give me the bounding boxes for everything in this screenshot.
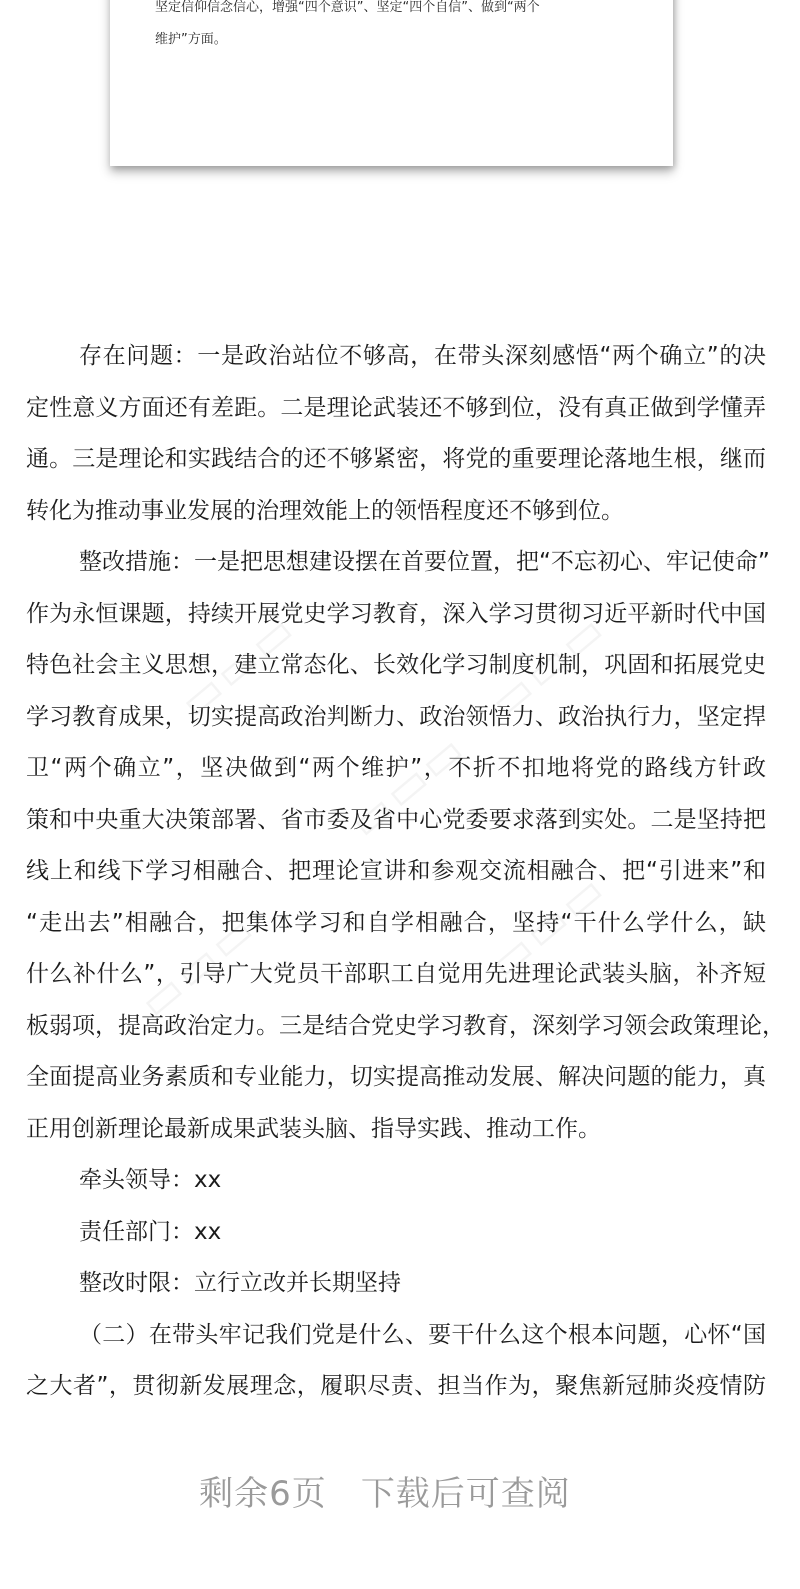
paragraph-line: 线上和线下学习相融合、把理论宣讲和参观交流相融合、把“引进来”和 [26, 858, 766, 884]
paragraph-line: 卫“两个确立”，坚决做到“两个维护”，不折不扣地将党的路线方针政 [26, 755, 766, 781]
paragraph-line: 板弱项，提高政治定力。三是结合党史学习教育，深刻学习领会政策理论， [26, 1012, 785, 1039]
paragraph-line: 作为永恒课题，持续开展党史学习教育，深入学习贯彻习近平新时代中国 [26, 600, 766, 627]
preview-text [155, 0, 635, 56]
document-page-preview [110, 0, 673, 166]
watermark: ▭▭▭ [479, 862, 618, 989]
section-heading-line: （二）在带头牢记我们党是什么、要干什么这个根本问题，心怀“国 [79, 1321, 766, 1348]
paragraph-line: 什么补什么”，引导广大党员干部职工自觉用先进理论武装头脑，补齐短 [26, 961, 766, 987]
paragraph-line: 学习教育成果，切实提高政治判断力、政治领悟力、政治执行力，坚定捍 [26, 703, 766, 730]
watermark: ▭▭▭ [479, 602, 618, 729]
download-to-view-text[interactable]: 下载后可查阅 [360, 1474, 571, 1514]
document-body [26, 331, 785, 1413]
paragraph-line: 转化为推动事业发展的治理效能上的领悟程度还不够到位。 [26, 497, 624, 524]
download-prompt[interactable] [0, 1466, 770, 1515]
preview-line: 维护”方面。 [155, 32, 227, 47]
paragraph-line: “走出去”相融合，把集体学习和自学相融合，坚持“干什么学什么，缺 [26, 909, 766, 936]
paragraph-line: 通。三是理论和实践结合的还不够紧密，将党的重要理论落地生根，继而 [26, 446, 766, 472]
watermark: ▭▭▭ [129, 902, 268, 1029]
paragraph-line: 存在问题：一是政治站位不够高，在带头深刻感悟“两个确立”的决 [79, 343, 766, 369]
paragraph-line: 策和中央重大决策部署、省市委及省中心党委要求落到实处。二是坚持把 [26, 806, 766, 833]
paragraph-line: 整改措施：一是把思想建设摆在首要位置，把“不忘初心、牢记使命” [79, 549, 770, 575]
lead-leader-line: 牵头领导：xx [79, 1167, 222, 1193]
preview-line: 坚定信仰信念信心，增强“四个意识”、坚定“四个自信”、做到“两个 [155, 0, 540, 15]
watermark: ▭▭▭ [339, 722, 478, 849]
paragraph-line: 全面提高业务素质和专业能力，切实提高推动发展、解决问题的能力，真 [26, 1064, 766, 1090]
paragraph-line: 之大者”，贯彻新发展理念，履职尽责、担当作为，聚焦新冠肺炎疫情防 [26, 1373, 766, 1399]
responsible-dept-line: 责任部门：xx [79, 1218, 222, 1245]
paragraph-line: 特色社会主义思想，建立常态化、长效化学习制度机制，巩固和拓展党史 [26, 652, 766, 678]
deadline-line: 整改时限：立行立改并长期坚持 [79, 1270, 401, 1296]
watermark: ▭▭▭ [169, 602, 308, 729]
remaining-pages-text: 剩余6页 [199, 1474, 327, 1514]
paragraph-line: 正用创新理论最新成果武装头脑、指导实践、推动工作。 [26, 1115, 601, 1142]
paragraph-line: 定性意义方面还有差距。二是理论武装还不够到位，没有真正做到学懂弄 [26, 394, 766, 421]
